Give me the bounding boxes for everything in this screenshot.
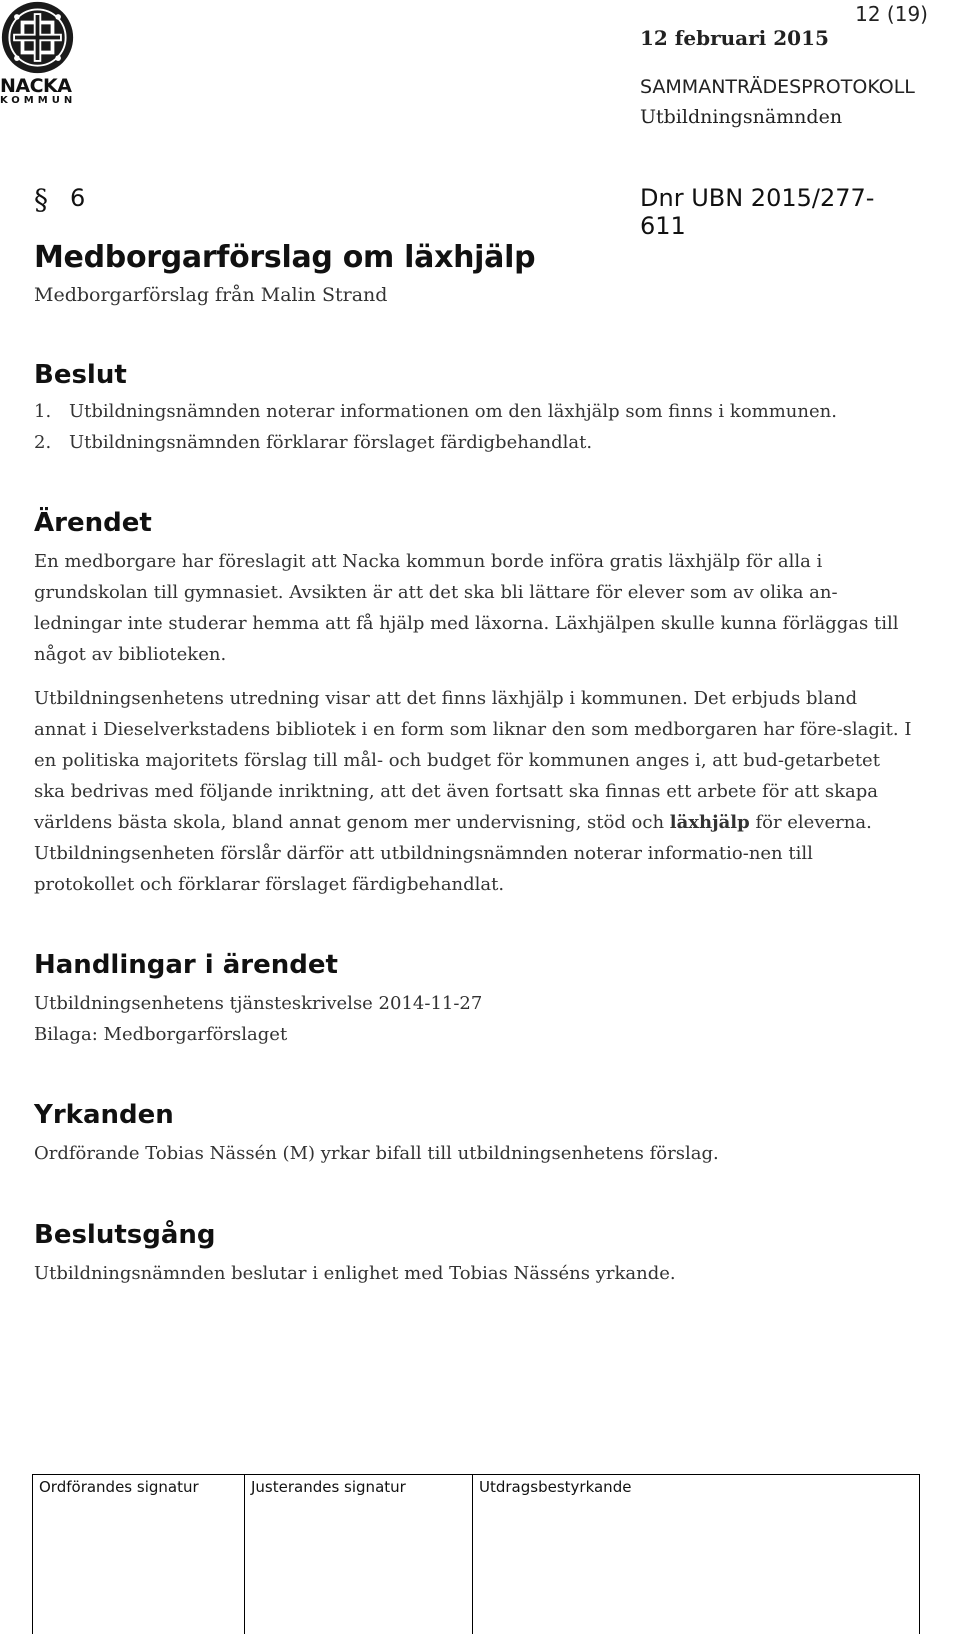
arendet-paragraph-1: [34, 546, 914, 670]
beslut-heading: Beslut: [34, 360, 127, 390]
signature-table: [32, 1474, 920, 1634]
beslut-list: [34, 396, 914, 458]
handlingar-list: [34, 988, 914, 1050]
yrkanden-heading: Yrkanden: [34, 1100, 174, 1130]
document-type: SAMMANTRÄDESPROTOKOLL: [640, 76, 915, 98]
handlingar-heading: Handlingar i ärendet: [34, 950, 338, 980]
arendet-heading: Ärendet: [34, 508, 152, 538]
nacka-emblem-icon: [0, 0, 75, 75]
committee-name: Utbildningsnämnden: [640, 106, 843, 128]
paragraph-row: [34, 183, 914, 240]
signature-label: Utdragsbestyrkande: [479, 1478, 632, 1496]
beslutsgang-text: Utbildningsnämnden beslutar i enlighet med Tobias Nässéns yrkande.: [34, 1263, 676, 1284]
signature-cell-chair: [32, 1474, 245, 1634]
nacka-kommun-logo: [0, 0, 80, 110]
handlingar-line-1: Utbildningsenhetens tjänsteskrivelse 2014-11-27: [34, 993, 483, 1014]
paragraph-sign-icon: §: [34, 183, 48, 216]
meeting-date: 12 februari 2015: [640, 26, 829, 50]
signature-label: Ordförandes signatur: [39, 1478, 199, 1496]
logo-name: NACKA: [0, 75, 72, 97]
arendet-text-2a: Utbildningsenhetens utredning visar att det finns läxhjälp i kommunen. Det erbjuds bland annat i Dieselverkstadens bibliotek i en form som liknar den som medborgaren har före-slagit. I en politiska majoritets förslag till mål- och budget för kommunen anges i, att bud-getarbetet ska bedrivas med följande inriktning, att det även fortsatt ska finnas ett arbete för att skapa världens bästa skola, bland annat genom mer undervisning, stöd och: [34, 688, 912, 833]
logo-sub: KOMMUN: [0, 95, 77, 106]
list-item-number: 1.: [34, 401, 52, 422]
page-subtitle: Medborgarförslag från Malin Strand: [34, 284, 388, 306]
page-title: Medborgarförslag om läxhjälp: [34, 240, 536, 275]
signature-cell-certification: [472, 1474, 920, 1634]
diary-number: Dnr UBN 2015/277-611: [640, 184, 875, 240]
handlingar-line-2: Bilaga: Medborgarförslaget: [34, 1024, 288, 1045]
arendet-paragraph-2: [34, 683, 914, 900]
signature-label: Justerandes signatur: [251, 1478, 406, 1496]
list-item-text: Utbildningsnämnden noterar informationen om den läxhjälp som finns i kommunen.: [69, 401, 837, 422]
arendet-text-1: En medborgare har föreslagit att Nacka kommun borde införa gratis läxhjälp för alla i grundskolan till gymnasiet. Avsikten är att det ska bli lättare för elever som av olika an-ledningar inte studerar hemma att få hjälp med läxorna. Läxhjälpen skulle kunna förläggas till något av biblioteken.: [34, 551, 899, 665]
page-number: 12 (19): [855, 2, 928, 26]
beslutsgang-heading: Beslutsgång: [34, 1220, 216, 1250]
signature-cell-adjuster: [244, 1474, 473, 1634]
list-item-number: 2.: [34, 432, 52, 453]
list-item-text: Utbildningsnämnden förklarar förslaget färdigbehandlat.: [69, 432, 593, 453]
yrkanden-text: Ordförande Tobias Nässén (M) yrkar bifall till utbildningsenhetens förslag.: [34, 1143, 719, 1164]
list-item: [34, 396, 914, 427]
arendet-text-2b: för eleverna. Utbildningsenheten förslår därför att utbildningsnämnden noterar informatio-nen till protokollet och förklarar förslaget färdigbehandlat.: [34, 812, 872, 895]
arendet-text-2: [34, 683, 914, 900]
arendet-text-2-bold: läxhjälp: [669, 812, 750, 833]
list-item: [34, 427, 914, 458]
paragraph-number: 6: [70, 184, 86, 212]
